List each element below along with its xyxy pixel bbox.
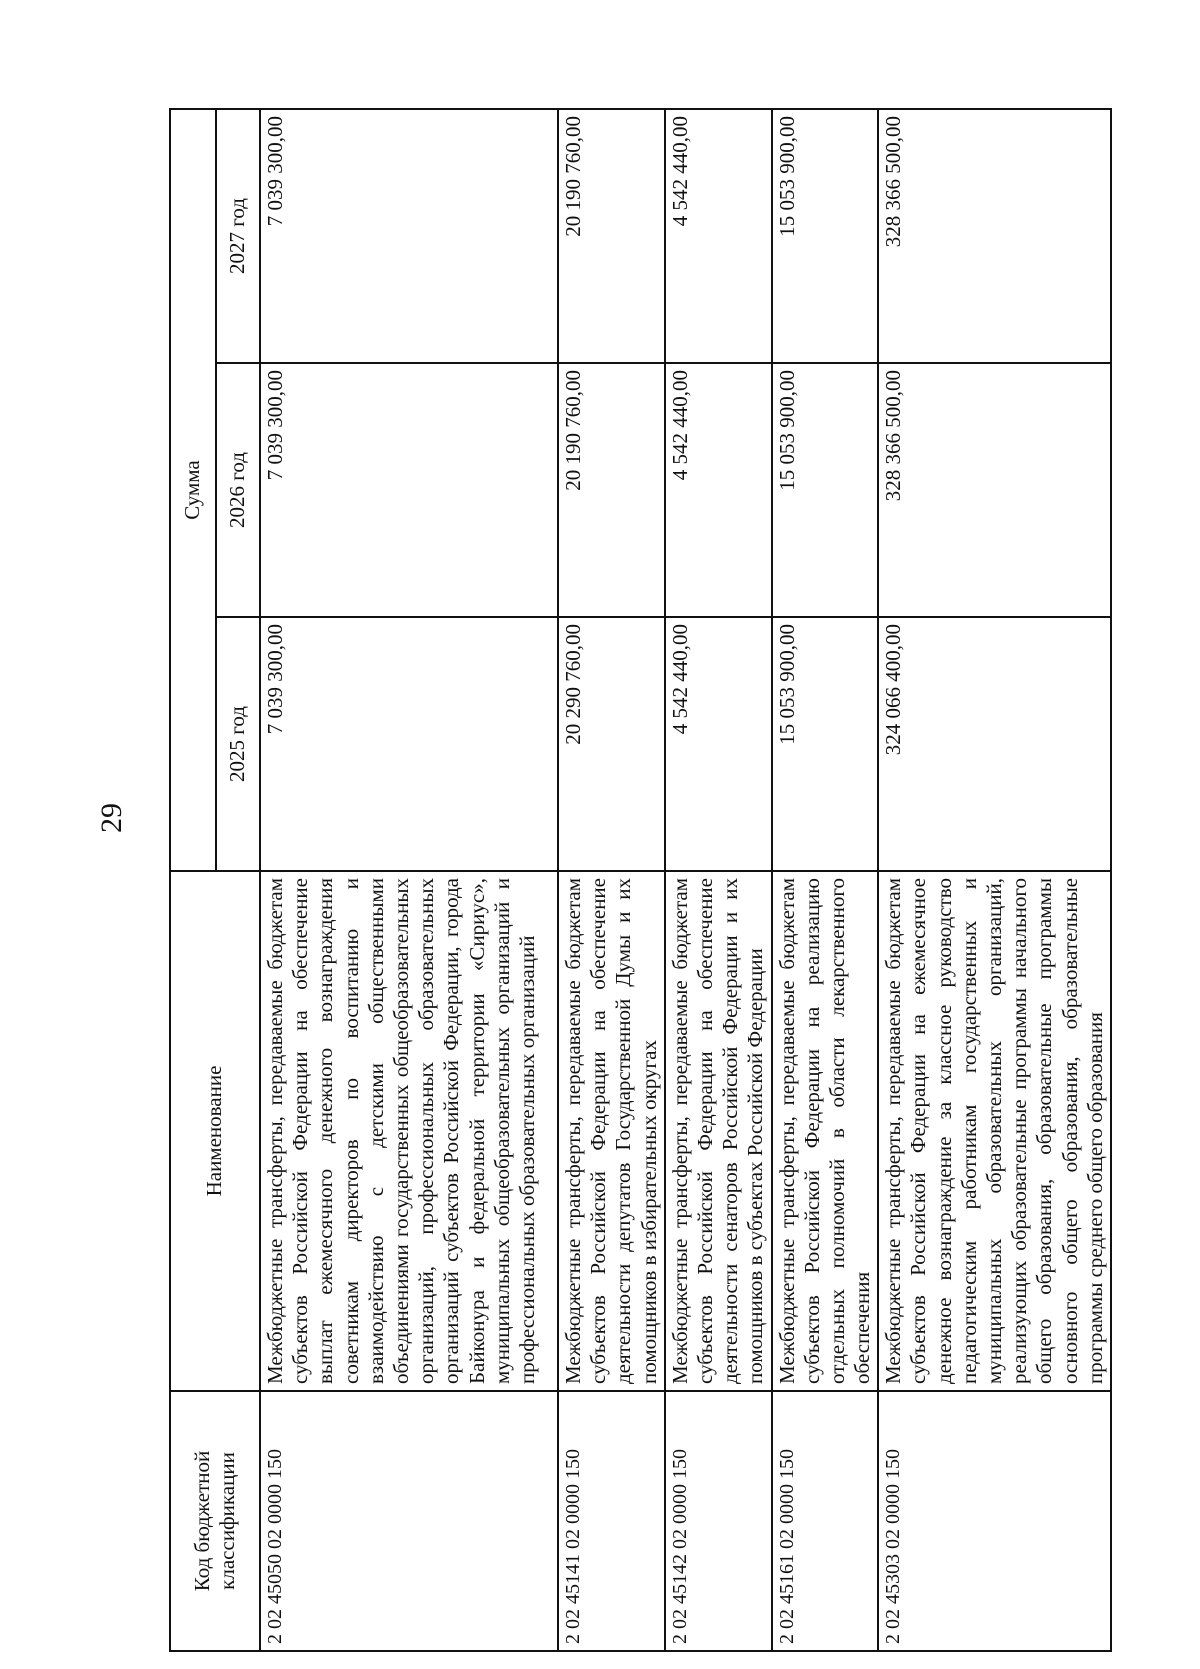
- table-row: [772, 109, 879, 1651]
- table-row: [665, 109, 772, 1651]
- row-amount-2027: 20 190 760,00: [558, 109, 665, 363]
- budget-table: [169, 108, 1112, 1652]
- row-name: Межбюджетные трансферты, передаваемые бюджетам субъектов Российской Федерации на ежемесячное денежное вознаграждение за классное руководство педагогическим работникам государственных и муниципальных образовательных организаций, реализующих образовательные программы начального общего образования, образовательные программы основного общего образования, образовательные программы среднего общего образования: [878, 871, 1111, 1391]
- table-row: [260, 109, 558, 1651]
- row-code: 2 02 45050 02 0000 150: [260, 1391, 558, 1651]
- row-amount-2025: 20 290 760,00: [558, 617, 665, 871]
- row-amount-2025: 15 053 900,00: [772, 617, 879, 871]
- row-amount-2026: 4 542 440,00: [665, 363, 772, 617]
- row-amount-2025: 324 066 400,00: [878, 617, 1111, 871]
- row-code: 2 02 45161 02 0000 150: [772, 1391, 879, 1651]
- row-code: 2 02 45142 02 0000 150: [665, 1391, 772, 1651]
- row-code: 2 02 45303 02 0000 150: [878, 1391, 1111, 1651]
- row-name: Межбюджетные трансферты, передаваемые бюджетам субъектов Российской Федерации на обеспечение деятельности сенаторов Российской Федерации и их помощников в субъектах Российской Федерации: [665, 871, 772, 1391]
- row-amount-2027: 7 039 300,00: [260, 109, 558, 363]
- page-number: 29: [95, 803, 128, 833]
- header-sum: Сумма: [170, 109, 216, 871]
- rotated-table-container: [169, 108, 1107, 1652]
- row-amount-2027: 4 542 440,00: [665, 109, 772, 363]
- row-amount-2025: 4 542 440,00: [665, 617, 772, 871]
- row-amount-2026: 20 190 760,00: [558, 363, 665, 617]
- header-name: Наименование: [170, 871, 260, 1391]
- row-amount-2026: 15 053 900,00: [772, 363, 879, 617]
- table-row: [878, 109, 1111, 1651]
- header-row-1: [170, 109, 216, 1651]
- row-name: Межбюджетные трансферты, передаваемые бюджетам субъектов Российской Федерации на обеспечение выплат ежемесячного денежного вознаграждения советникам директоров по воспитанию и взаимодействию с детскими общественными объединениями государственных общеобразовательных организаций, профессиональных образовательных организаций субъектов Российской Федерации, города Байконура и федеральной территории «Сириус», муниципальных общеобразовательных организаций и профессиональных образовательных организаций: [260, 871, 558, 1391]
- header-year-2026: 2026 год: [216, 363, 260, 617]
- row-name: Межбюджетные трансферты, передаваемые бюджетам субъектов Российской Федерации на реализацию отдельных полномочий в области лекарственного обеспечения: [772, 871, 879, 1391]
- row-amount-2026: 7 039 300,00: [260, 363, 558, 617]
- row-amount-2026: 328 366 500,00: [878, 363, 1111, 617]
- row-amount-2025: 7 039 300,00: [260, 617, 558, 871]
- row-amount-2027: 15 053 900,00: [772, 109, 879, 363]
- row-name: Межбюджетные трансферты, передаваемые бюджетам субъектов Российской Федерации на обеспечение деятельности депутатов Государственной Думы и их помощников в избирательных округах: [558, 871, 665, 1391]
- table-row: [558, 109, 665, 1651]
- row-code: 2 02 45141 02 0000 150: [558, 1391, 665, 1651]
- row-amount-2027: 328 366 500,00: [878, 109, 1111, 363]
- header-year-2027: 2027 год: [216, 109, 260, 363]
- header-code: Код бюджетной классификации: [170, 1391, 260, 1651]
- header-year-2025: 2025 год: [216, 617, 260, 871]
